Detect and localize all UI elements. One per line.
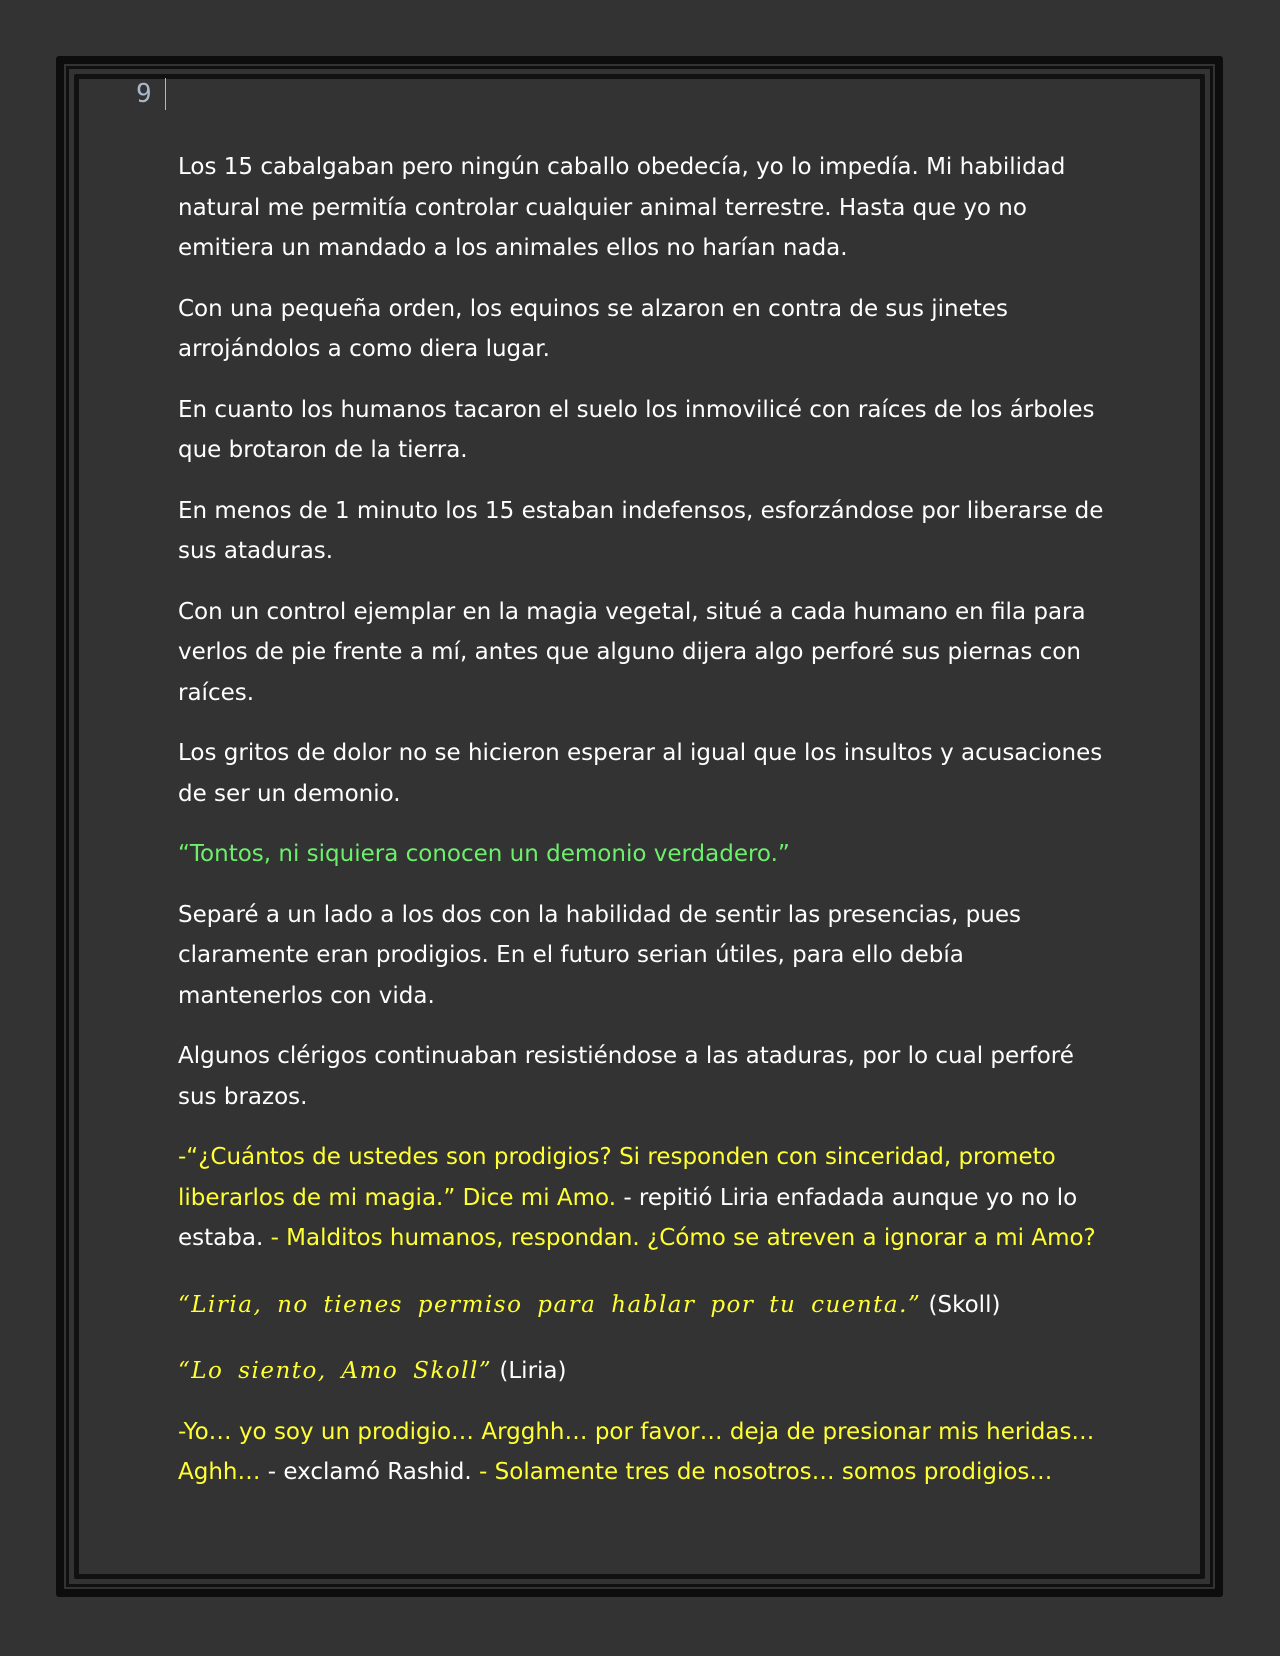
paragraph-narration: Los gritos de dolor no se hicieron esperar al igual que los insultos y acusaciones de ser un demonio. (178, 740, 1103, 807)
speaker-tag: (Skoll) (921, 1291, 1001, 1318)
page-text (178, 147, 1110, 1513)
paragraph-narration: Separé a un lado a los dos con la habilidad de sentir las presencias, pues claramente eran prodigios. En el futuro serian útiles, para ello debía mantenerlos con vida. (178, 901, 1021, 1009)
narration-tag: - repitió Liria enfadada aunque yo no lo estaba. (178, 1184, 1078, 1251)
paragraph-narration: Algunos clérigos continuaban resistiéndose a las ataduras, por lo cual perforé sus brazos. (178, 1043, 1074, 1110)
dialogue-rashid: -Yo… yo soy un prodigio… Argghh… por favor… deja de presionar mis heridas… Aghh… (178, 1418, 1095, 1485)
paragraph-dialogue (178, 1412, 1110, 1493)
paragraph-telepathy (178, 1351, 1110, 1392)
narration-tag: - exclamó Rashid. (260, 1459, 472, 1485)
paragraph-narration: Con un control ejemplar en la magia vegetal, situé a cada humano en fila para verlos de pie frente a mí, antes que alguno dijera algo perforé sus piernas con raíces. (178, 598, 1086, 706)
dialogue-liria: - Malditos humanos, respondan. ¿Cómo se atreven a ignorar a mi Amo? (263, 1225, 1096, 1251)
paragraph-narration: Los 15 cabalgaban pero ningún caballo obedecía, yo lo impedía. Mi habilidad natural me permitía controlar cualquier animal terrestre. Hasta que yo no emitiera un mandado a los animales ellos no harían nada. (178, 154, 1066, 261)
page-number: 9 (136, 79, 152, 109)
paragraph-telepathy (178, 1285, 1110, 1326)
page-number-divider (165, 78, 166, 110)
dialogue-liria: -“¿Cuántos de ustedes son prodigios? Si responden con sinceridad, prometo liberarlos de mi magia.” Dice mi Amo. (178, 1144, 1056, 1211)
paragraph-narration: En cuanto los humanos tacaron el suelo los inmovilicé con raíces de los árboles que brotaron de la tierra. (178, 396, 1095, 463)
speaker-tag: (Liria) (492, 1358, 567, 1384)
paragraph-narration: En menos de 1 minuto los 15 estaban indefensos, esforzándose por liberarse de sus ataduras. (178, 497, 1104, 564)
telepathy-skoll: “Liria, no tienes permiso para hablar por tu cuenta.” (178, 1291, 922, 1318)
telepathy-liria: “Lo siento, Amo Skoll” (178, 1358, 493, 1384)
dialogue-rashid: - Solamente tres de nosotros… somos prodigios… (471, 1459, 1053, 1485)
paragraph-thought: “Tontos, ni siquiera conocen un demonio verdadero.” (178, 841, 790, 867)
paragraph-narration: Con una pequeña orden, los equinos se alzaron en contra de sus jinetes arrojándolos a como diera lugar. (178, 295, 1008, 362)
paragraph-dialogue (178, 1137, 1110, 1259)
